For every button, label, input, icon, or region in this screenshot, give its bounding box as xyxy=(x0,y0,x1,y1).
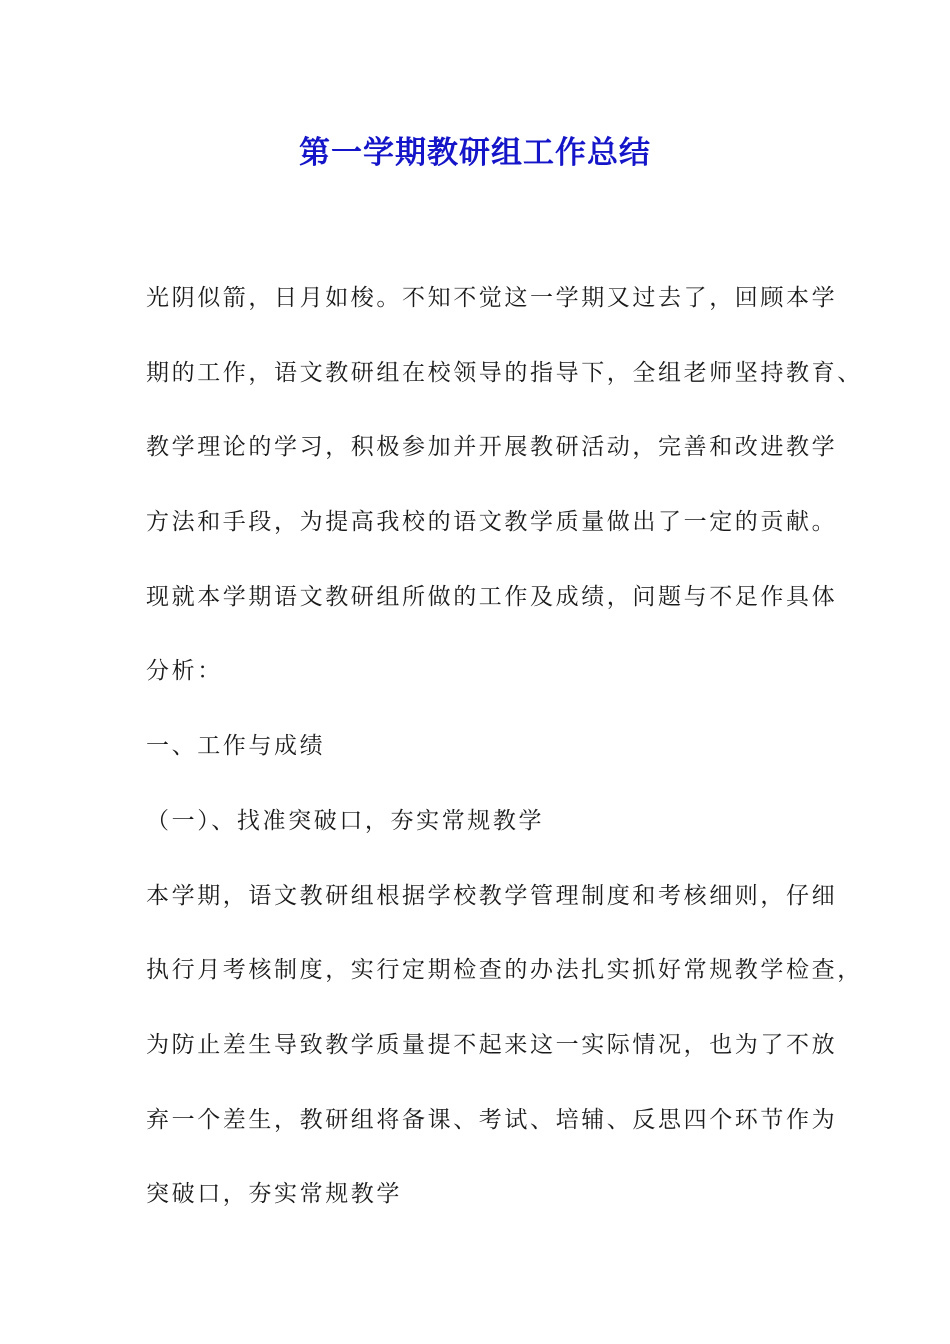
subsection-heading: （一）、找准突破口，夯实常规教学 xyxy=(146,807,545,834)
body-line: 分析： xyxy=(146,658,223,685)
body-line: 为防止差生导致教学质量提不起来这一实际情况，也为了不放 xyxy=(146,1031,838,1058)
document-title: 第一学期教研组工作总结 xyxy=(299,135,651,171)
body-line: 弃一个差生，教研组将备课、考试、培辅、反思四个环节作为 xyxy=(146,1106,838,1133)
body-line: 执行月考核制度，实行定期检查的办法扎实抓好常规教学检查， xyxy=(146,957,863,984)
body-line: 现就本学期语文教研组所做的工作及成绩，问题与不足作具体 xyxy=(146,583,838,610)
section-heading: 一、工作与成绩 xyxy=(146,733,326,760)
body-line: 期的工作，语文教研组在校领导的指导下，全组老师坚持教育、 xyxy=(146,359,863,386)
body-line: 突破口，夯实常规教学 xyxy=(146,1181,402,1208)
body-line: 方法和手段，为提高我校的语文教学质量做出了一定的贡献。 xyxy=(146,509,838,536)
body-line: 本学期，语文教研组根据学校教学管理制度和考核细则，仔细 xyxy=(146,882,838,909)
document-body xyxy=(146,261,863,1232)
body-line: 教学理论的学习，积极参加并开展教研活动，完善和改进教学 xyxy=(146,434,838,461)
body-line: 光阴似箭，日月如梭。不知不觉这一学期又过去了，回顾本学 xyxy=(146,285,838,311)
